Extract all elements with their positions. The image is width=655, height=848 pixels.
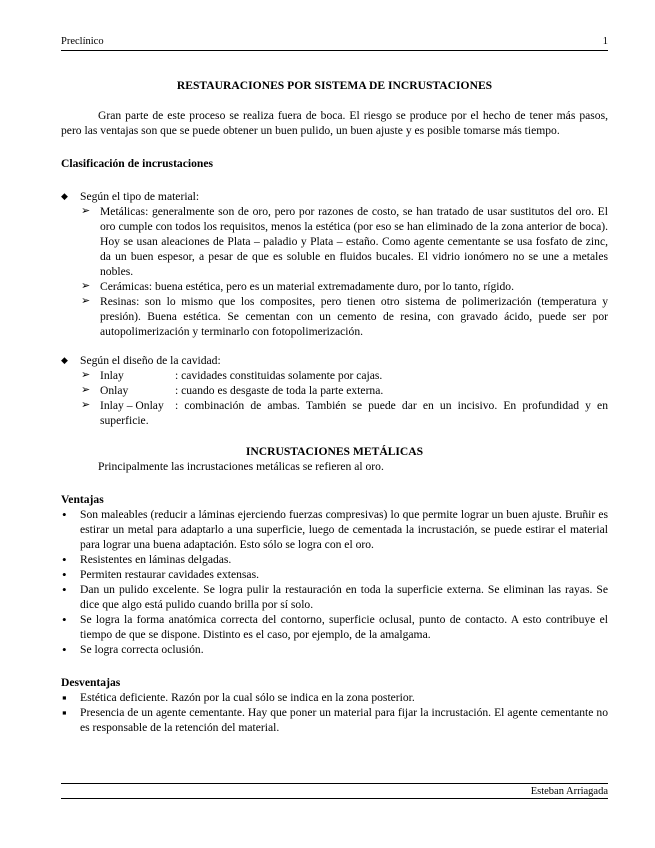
design-sublist — [81, 368, 608, 428]
footer-author: Esteban Arriagada — [530, 786, 608, 797]
list-item — [81, 368, 608, 383]
disadvantages-heading: Desventajas — [61, 676, 121, 689]
disadvantages-list — [61, 690, 608, 735]
definition: : cuando es desgaste de toda la parte externa. — [175, 384, 384, 397]
definition: : cavidades constituidas solamente por cajas. — [175, 369, 383, 382]
intro-paragraph: Gran parte de este proceso se realiza fuera de boca. El riesgo se produce por el hecho de tener más pasos, pero las ventajas son que se puede obtener un buen pulido, un buen ajuste y es posible tomarse más tiempo. — [61, 109, 608, 137]
material-sublist — [81, 204, 608, 339]
classification-list — [61, 189, 608, 428]
design-group — [61, 353, 608, 428]
list-item: • Permiten restaurar cavidades extensas. — [61, 567, 608, 582]
document-title: RESTAURACIONES POR SISTEMA DE INCRUSTACIONES — [176, 79, 493, 92]
list-item — [81, 398, 608, 428]
term-inlay-onlay: Inlay – Onlay — [100, 399, 164, 412]
design-label: Según el diseño de la cavidad: — [80, 354, 221, 367]
footer-rule — [61, 798, 608, 799]
page-footer — [61, 783, 608, 798]
list-item: ▪ Estética deficiente. Razón por la cual sólo se indica en la zona posterior. — [61, 690, 608, 705]
advantages-heading: Ventajas — [61, 493, 104, 506]
list-item — [81, 383, 608, 398]
definition: : combinación de ambas. También se puede dar en un incisivo. En profundidad y en superficie. — [100, 399, 608, 427]
page-header — [61, 36, 608, 51]
metallic-heading: INCRUSTACIONES METÁLICAS — [245, 445, 424, 458]
list-item: ➢ Cerámicas: buena estética, pero es un material extremadamente duro, por lo tanto, rígido. — [81, 279, 608, 294]
classification-heading: Clasificación de incrustaciones — [61, 157, 213, 170]
advantages-list — [61, 507, 608, 657]
list-item: • Se logra la forma anatómica correcta del contorno, superficie oclusal, punto de contacto. A esto contribuye el tiempo de que se dispone. Distinto es el caso, por ejemplo, de la amalgama. — [61, 612, 608, 642]
page-number: 1 — [602, 36, 608, 47]
document-page — [61, 36, 608, 735]
list-item: ▪ Presencia de un agente cementante. Hay que poner un material para fijar la incrustación. El agente cementante no es responsable de la retención del material. — [61, 705, 608, 735]
material-group — [61, 189, 608, 339]
list-item: • Resistentes en láminas delgadas. — [61, 552, 608, 567]
list-item: • Dan un pulido excelente. Se logra pulir la restauración en toda la superficie externa. Se eliminan las rayas. Se dice que algo está pulido cuando brilla por sí solo. — [61, 582, 608, 612]
list-item: • Se logra correcta oclusión. — [61, 642, 608, 657]
header-title: Preclínico — [61, 36, 104, 47]
list-item: • Son maleables (reducir a láminas ejerciendo fuerzas compresivas) lo que permite lograr un buen ajuste. Bruñir es estirar un metal para adaptarlo a una superficie, luego de cementada la incrustación, se puede estirar el material para lograr una buena adaptación. Esto sólo se logra con el oro. — [61, 507, 608, 552]
term-onlay: Onlay — [100, 384, 129, 397]
list-item: ➢ Resinas: son lo mismo que los composites, pero tienen otro sistema de polimerización (temperatura y presión). Buena estética. Se cementan con un cemento de resina, con gravado ácido, puede ser por autopolimerización y terminarlo con fotopolimerización. — [81, 294, 608, 339]
list-item: ➢ Metálicas: generalmente son de oro, pero por razones de costo, se han tratado de usar sustitutos del oro. El oro cumple con todos los requisitos, menos la estética (por eso se han eliminado de la zona anterior de boca). Hoy se usan aleaciones de Plata – paladio y Plata – estaño. Como agente cementante se usa fosfato de zinc, da un buen espesor, a pesar de que es soluble en fluidos bucales. El vidrio ionómero no se une a metales nobles. — [81, 204, 608, 279]
term-inlay: Inlay — [100, 369, 124, 382]
metallic-intro: Principalmente las incrustaciones metálicas se refieren al oro. — [98, 460, 384, 473]
material-label: Según el tipo de material: — [80, 190, 200, 203]
